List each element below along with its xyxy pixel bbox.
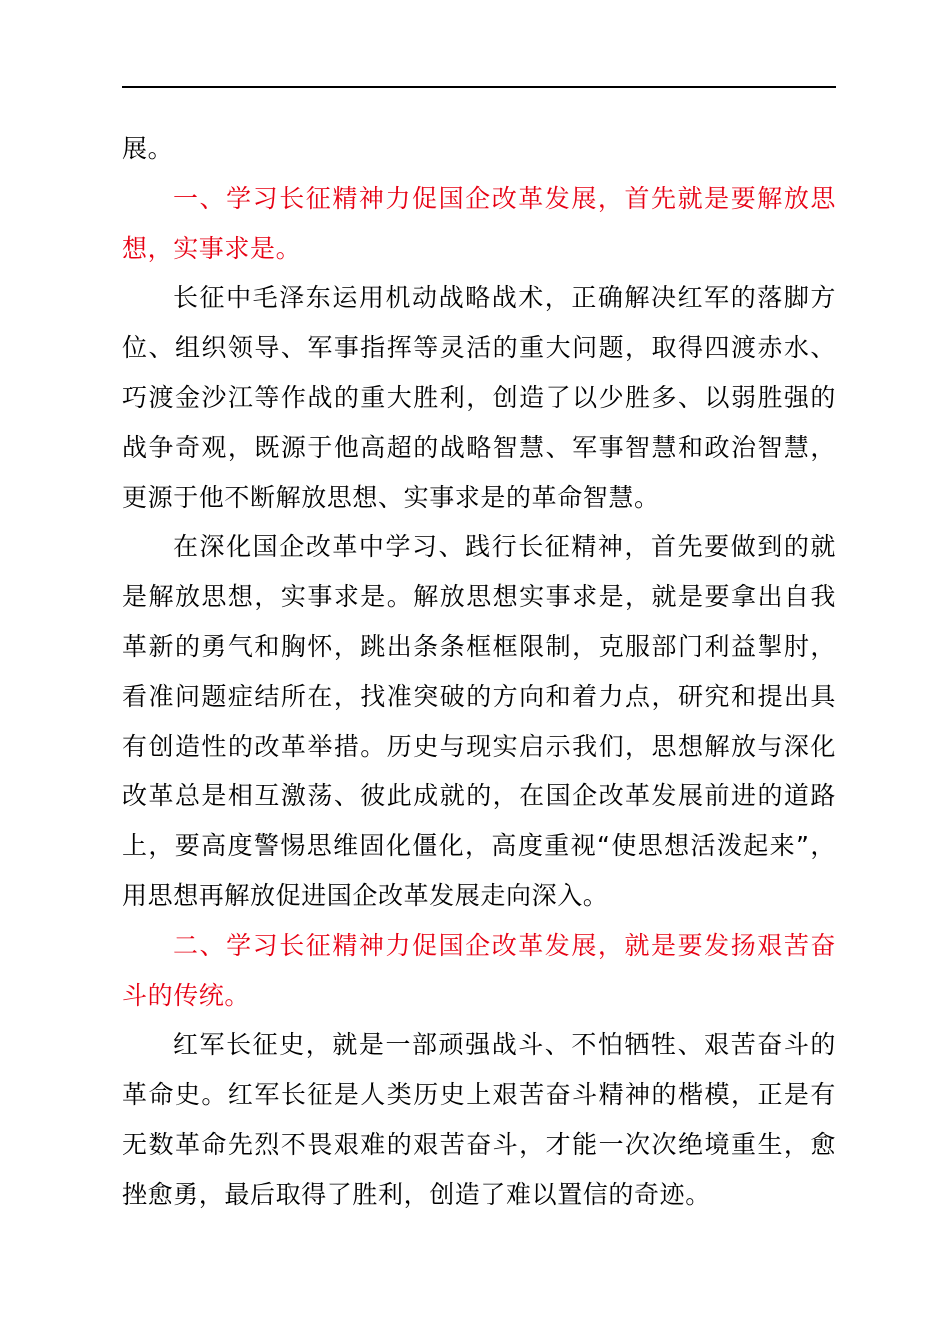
section-heading-2: 二、学习长征精神力促国企改革发展，就是要发扬艰苦奋斗的传统。 [122, 930, 836, 1010]
header-rule [122, 86, 836, 88]
paragraph-body: 红军长征史，就是一部顽强战斗、不怕牺牲、艰苦奋斗的革命史。红军长征是人类历史上艰苦奋斗精神的楷模，正是有无数革命先烈不畏艰难的艰苦奋斗，才能一次次绝境重生，愈挫愈勇，最后取得了胜利，创造了难以置信的奇迹。 [122, 1030, 836, 1209]
document-body [122, 124, 836, 1220]
paragraph-body: 长征中毛泽东运用机动战略战术，正确解决红军的落脚方位、组织领导、军事指挥等灵活的重大问题，取得四渡赤水、巧渡金沙江等作战的重大胜利，创造了以少胜多、以弱胜强的战争奇观，既源于他高超的战略智慧、军事智慧和政治智慧，更源于他不断解放思想、实事求是的革命智慧。 [122, 283, 836, 512]
section-heading-1: 一、学习长征精神力促国企改革发展，首先就是要解放思想，实事求是。 [122, 183, 836, 263]
paragraph-body: 在深化国企改革中学习、践行长征精神，首先要做到的就是解放思想，实事求是。解放思想实事求是，就是要拿出自我革新的勇气和胸怀，跳出条条框框限制，克服部门利益掣肘，看准问题症结所在，找准突破的方向和着力点，研究和提出具有创造性的改革举措。历史与现实启示我们，思想解放与深化改革总是相互激荡、彼此成就的，在国企改革发展前进的道路上，要高度警惕思维固化僵化，高度重视“使思想活泼起来”，用思想再解放促进国企改革发展走向深入。 [122, 532, 836, 910]
paragraph-continuation: 展。 [122, 134, 174, 163]
